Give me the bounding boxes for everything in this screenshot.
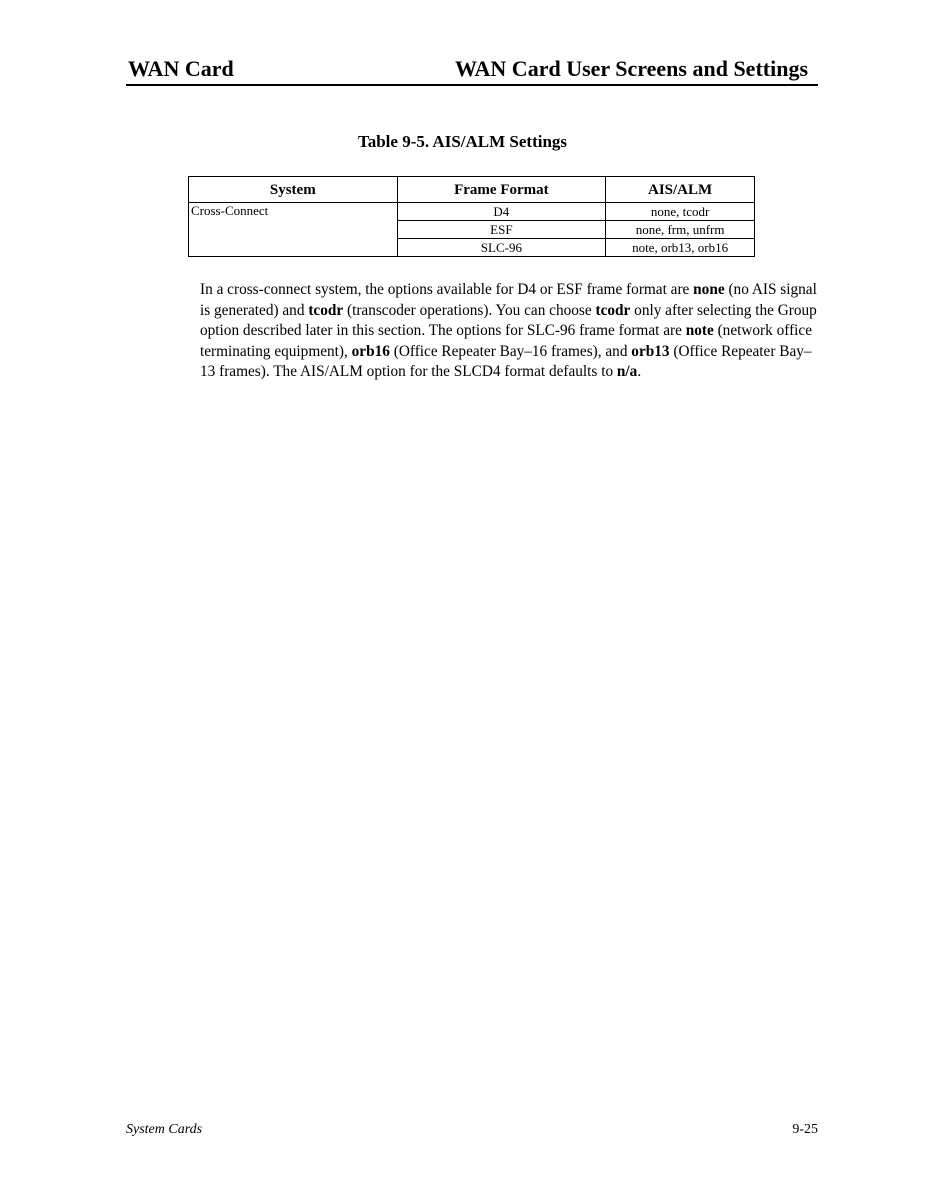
footer-book-title: System Cards xyxy=(126,1122,203,1137)
system-cell: Cross-Connect xyxy=(189,203,398,257)
para-text: (transcoder operations). You can choose xyxy=(343,301,596,319)
column-header-ais-alm: AIS/ALM xyxy=(606,177,755,203)
option-orb16: orb16 xyxy=(351,342,390,360)
page-header xyxy=(126,54,818,86)
para-text: In a cross-connect system, the options available for D4 or ESF frame format are xyxy=(200,281,694,298)
para-text: (no AIS signal is generated) and xyxy=(200,281,817,319)
table-header-row xyxy=(189,177,755,203)
table-row xyxy=(189,203,755,221)
column-header-frame-format: Frame Format xyxy=(397,177,606,203)
frame-format-cell: SLC-96 xyxy=(397,239,606,257)
page-number: 9-25 xyxy=(792,1122,818,1137)
option-none: none xyxy=(693,281,725,298)
para-text: (Office Repeater Bay–16 frames), and xyxy=(389,342,632,360)
option-orb13: orb13 xyxy=(631,342,670,360)
ais-alm-settings-table xyxy=(188,176,755,257)
table-caption: Table 9-5. AIS/ALM Settings xyxy=(357,132,568,151)
chapter-title: WAN Card xyxy=(128,56,234,81)
option-tcodr: tcodr xyxy=(308,301,344,319)
ais-alm-cell: none, frm, unfrm xyxy=(606,221,755,239)
option-na: n/a xyxy=(616,363,638,380)
frame-format-cell: ESF xyxy=(397,221,606,239)
ais-alm-cell: note, orb13, orb16 xyxy=(606,239,755,257)
option-note: note xyxy=(685,322,714,339)
ais-alm-cell: none, tcodr xyxy=(606,203,755,221)
para-text: . xyxy=(637,363,642,380)
para-text: (network office terminating equipment), xyxy=(200,322,813,360)
frame-format-cell: D4 xyxy=(397,203,606,221)
option-tcodr: tcodr xyxy=(595,301,631,319)
column-header-system: System xyxy=(189,177,398,203)
section-title: WAN Card User Screens and Settings xyxy=(454,56,808,81)
para-text: (Office Repeater Bay–13 frames). The AIS/ALM option for the SLCD4 format defaults to xyxy=(200,342,812,380)
body-paragraph xyxy=(200,280,820,383)
para-text: only after selecting the Group option described later in this section. The options for SLC-96 frame format are xyxy=(200,301,817,339)
